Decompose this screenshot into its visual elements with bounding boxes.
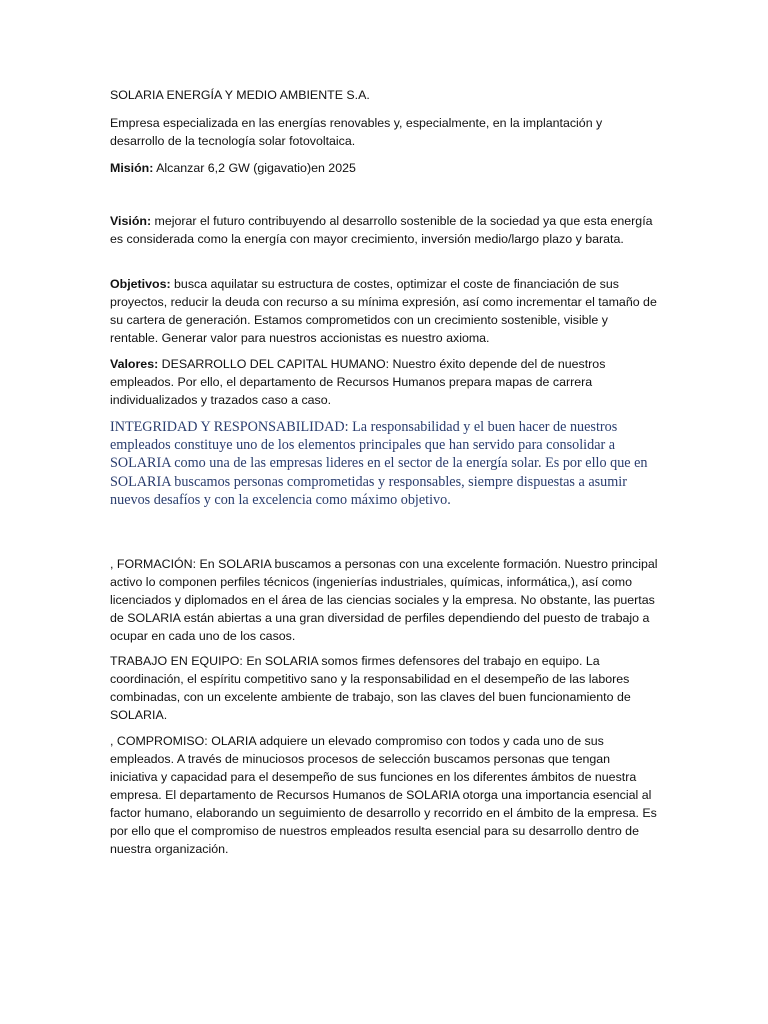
objetivos-text: busca aquilatar su estructura de costes, optimizar el coste de financiación de sus proyectos, reducir la deuda con recurso a su mínima expresión, así como incrementar el tamaño de su cartera de generación. Estamos comprometidos con un crecimiento sostenible, visible y rentable. Generar valor para nuestros accionistas es nuestro axioma. — [110, 277, 657, 345]
vision-paragraph — [110, 212, 658, 248]
company-name-heading: SOLARIA ENERGÍA Y MEDIO AMBIENTE S.A. — [110, 88, 370, 102]
valores-label: Valores: — [110, 357, 159, 371]
objetivos-paragraph — [110, 275, 658, 347]
integridad-paragraph: INTEGRIDAD Y RESPONSABILIDAD: La responsabilidad y el buen hacer de nuestros empleados constituye uno de los elementos principales que han servido para consolidar a SOLARIA como una de las empresas lideres en el sector de la energía solar. Es por ello que en SOLARIA buscamos personas comprometidas y responsables, siempre dispuestas a asumir nuevos desafíos y con la excelencia como máximo objetivo. — [110, 419, 648, 508]
valores-paragraph — [110, 355, 658, 409]
objetivos-label: Objetivos: — [110, 277, 171, 291]
valores-text: DESARROLLO DEL CAPITAL HUMANO: Nuestro éxito depende del de nuestros empleados. Por ello, el departamento de Recursos Humanos prepara mapas de carrera individualizados y trazados caso a caso. — [110, 357, 606, 407]
mision-label: Misión: — [110, 161, 154, 175]
formacion-paragraph: , FORMACIÓN: En SOLARIA buscamos a personas con una excelente formación. Nuestro principal activo lo componen perfiles técnicos (ingenierías industriales, químicas, informática,), así como licenciados y diplomados en el área de las ciencias sociales y la empresa. No obstante, las puertas de SOLARIA están abiertas a una gran diversidad de perfiles dependiendo del puesto de trabajo a ocupar en cada uno de los casos. — [110, 557, 658, 643]
company-description: Empresa especializada en las energías renovables y, especialmente, en la implantación y desarrollo de la tecnología solar fotovoltaica. — [110, 116, 603, 148]
mision-text: Alcanzar 6,2 GW (gigavatio)en 2025 — [153, 161, 356, 175]
compromiso-paragraph: , COMPROMISO: OLARIA adquiere un elevado compromiso con todos y cada uno de sus empleados. A través de minuciosos procesos de selección buscamos personas que tengan iniciativa y capacidad para el desempeño de sus funciones en los diferentes ámbitos de nuestra empresa. El departamento de Recursos Humanos de SOLARIA otorga una importancia esencial al factor humano, elaborando un seguimiento de desarrollo y recorrido en el ámbito de la empresa. Es por ello que el compromiso de nuestros empleados resulta esencial para su desarrollo dentro de nuestra organización. — [110, 734, 657, 856]
mision-paragraph — [110, 159, 658, 177]
vision-text: mejorar el futuro contribuyendo al desarrollo sostenible de la sociedad ya que esta energía es considerada como la energía con mayor crecimiento, inversión medio/largo plazo y barata. — [110, 214, 653, 246]
trabajo-en-equipo-paragraph: TRABAJO EN EQUIPO: En SOLARIA somos firmes defensores del trabajo en equipo. La coordinación, el espíritu competitivo sano y la responsabilidad en el desempeño de las labores combinadas, con un excelente ambiente de trabajo, son las claves del buen funcionamiento de SOLARIA. — [110, 654, 631, 722]
vision-label: Visión: — [110, 214, 152, 228]
